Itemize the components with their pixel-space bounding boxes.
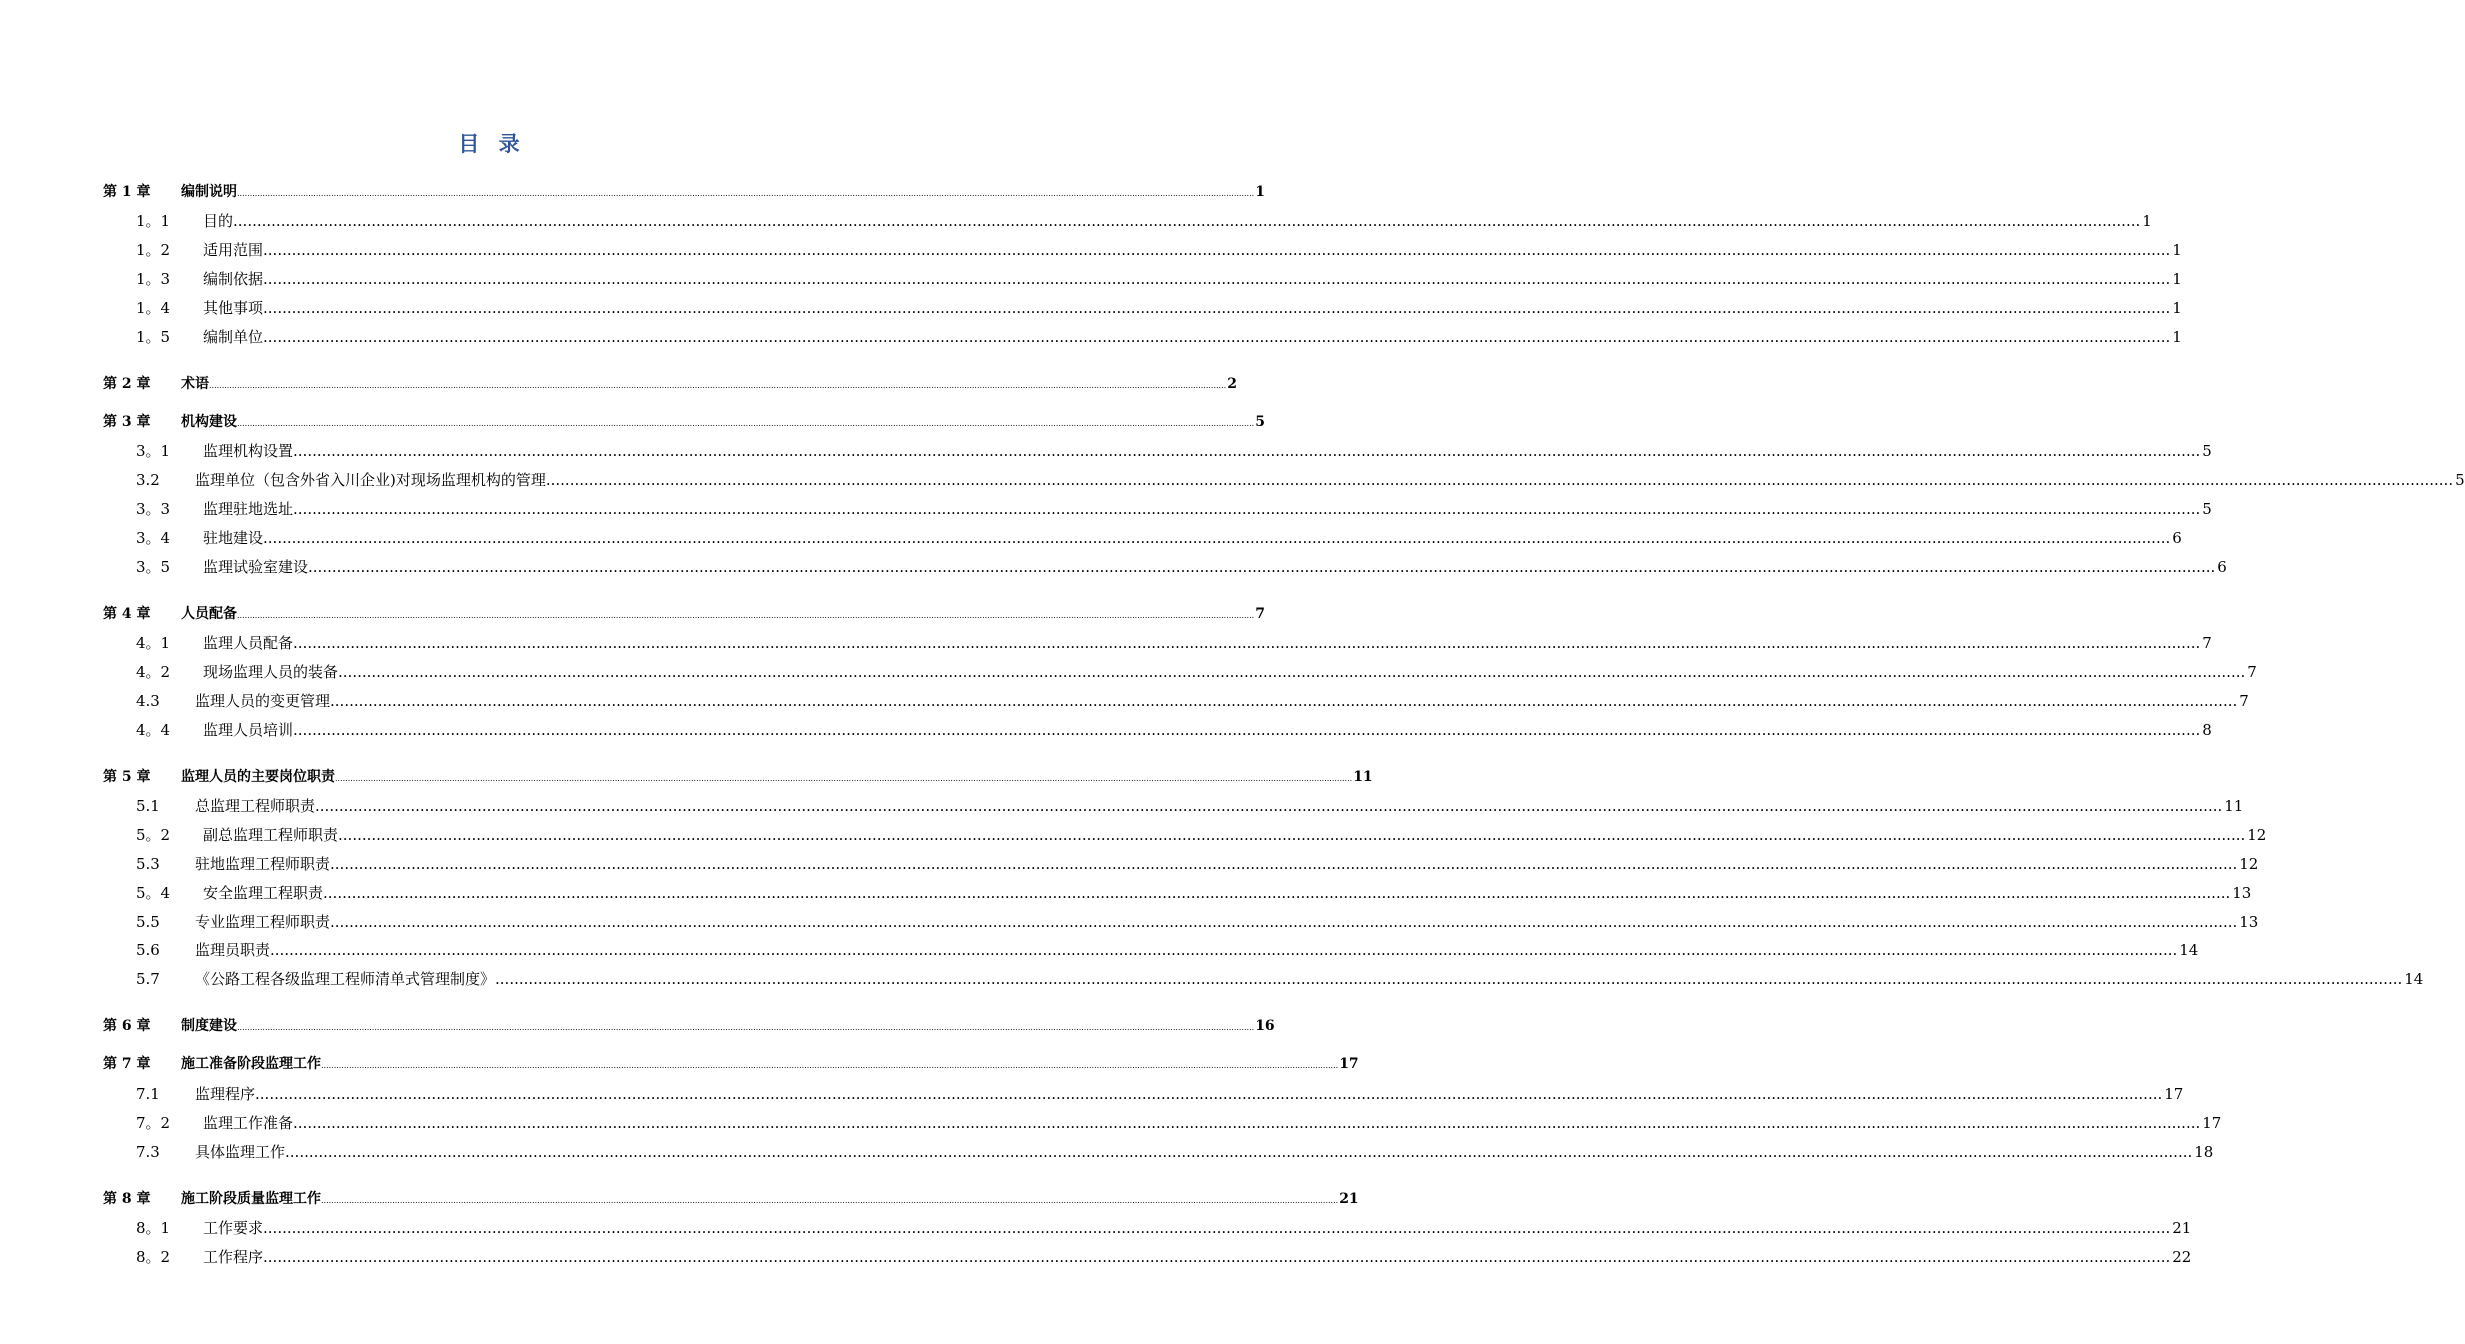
- toc-section-entry[interactable]: [136, 690, 2249, 711]
- dot-leader: ................................................................................................................................................................................................................................................................................................................................................................................................................: [263, 270, 2171, 288]
- toc-section-entry[interactable]: [136, 882, 2252, 903]
- toc-entry-label: 监理人员的变更管理: [195, 692, 331, 710]
- toc-section-entry[interactable]: [136, 268, 2182, 289]
- dot-leader: ................................................................................................................................................................................................................................................................................................................................................................................................................: [338, 663, 2246, 681]
- toc-entry-number: 1。5: [136, 328, 171, 346]
- toc-entry-page-number: 6: [2217, 558, 2227, 576]
- toc-entry-page-number: 6: [2172, 529, 2182, 547]
- toc-chapter-entry[interactable]: [103, 181, 1265, 201]
- toc-entry-number: 3。1: [136, 442, 171, 460]
- toc-entry-number: 3.2: [136, 471, 160, 489]
- toc-entry-number: 1。3: [136, 270, 171, 288]
- dot-leader: ................................................................................................................................................................................................................................................................................................................................................................................................................: [321, 1061, 1339, 1070]
- toc-section-entry[interactable]: [136, 1141, 2214, 1162]
- toc-section-entry[interactable]: [136, 1083, 2184, 1104]
- toc-section-entry[interactable]: [136, 795, 2244, 816]
- toc-entry-page-number: 17: [2164, 1085, 2184, 1103]
- dot-leader: ................................................................................................................................................................................................................................................................................................................................................................................................................: [263, 529, 2171, 547]
- toc-entry-page-number: 5: [2202, 442, 2212, 460]
- toc-entry-page-number: 7: [1255, 606, 1265, 622]
- toc-section-entry[interactable]: [136, 911, 2259, 932]
- dot-leader: ................................................................................................................................................................................................................................................................................................................................................................................................................: [237, 189, 1255, 198]
- toc-entry-label: 机构建设: [181, 414, 237, 430]
- toc-entry-number: 7。2: [136, 1114, 171, 1132]
- toc-entry-label: 专业监理工程师职责: [195, 913, 331, 931]
- toc-entry-label: 目的: [203, 212, 234, 230]
- dot-leader: ................................................................................................................................................................................................................................................................................................................................................................................................................: [323, 884, 2231, 902]
- toc-entry-number: 8。2: [136, 1248, 171, 1266]
- toc-entry-page-number: 7: [2239, 692, 2249, 710]
- toc-entry-label: 副总监理工程师职责: [203, 826, 339, 844]
- toc-entry-number: 5.3: [136, 855, 160, 873]
- toc-entry-number: 4。4: [136, 721, 171, 739]
- dot-leader: ................................................................................................................................................................................................................................................................................................................................................................................................................: [315, 797, 2223, 815]
- toc-entry-page-number: 7: [2202, 634, 2212, 652]
- toc-entry-label: 安全监理工程职责: [203, 884, 324, 902]
- toc-entry-label: 监理人员培训: [203, 721, 294, 739]
- toc-entry-number: 第 4 章: [103, 606, 151, 622]
- toc-entry-label: 监理人员配备: [203, 634, 294, 652]
- toc-entry-page-number: 5: [2455, 471, 2465, 489]
- toc-section-entry[interactable]: [136, 556, 2227, 577]
- dot-leader: ................................................................................................................................................................................................................................................................................................................................................................................................................: [495, 970, 2403, 988]
- dot-leader: ................................................................................................................................................................................................................................................................................................................................................................................................................: [285, 1143, 2193, 1161]
- toc-entry-label: 驻地监理工程师职责: [195, 855, 331, 873]
- dot-leader: ................................................................................................................................................................................................................................................................................................................................................................................................................: [545, 471, 2454, 489]
- dot-leader: ................................................................................................................................................................................................................................................................................................................................................................................................................: [330, 855, 2238, 873]
- toc-entry-number: 1。2: [136, 241, 171, 259]
- toc-entry-number: 第 3 章: [103, 414, 151, 430]
- dot-leader: ................................................................................................................................................................................................................................................................................................................................................................................................................: [263, 241, 2171, 259]
- dot-leader: ................................................................................................................................................................................................................................................................................................................................................................................................................: [237, 419, 1255, 428]
- toc-section-entry[interactable]: [136, 853, 2259, 874]
- toc-entry-page-number: 11: [2224, 797, 2244, 815]
- toc-section-entry[interactable]: [136, 469, 2465, 490]
- toc-entry-number: 5.5: [136, 913, 160, 931]
- dot-leader: ................................................................................................................................................................................................................................................................................................................................................................................................................: [335, 774, 1353, 783]
- toc-entry-number: 3。5: [136, 558, 171, 576]
- toc-entry-label: 术语: [181, 376, 209, 392]
- toc-entry-page-number: 18: [2194, 1143, 2214, 1161]
- toc-entry-label: 驻地建设: [203, 529, 264, 547]
- toc-section-entry[interactable]: [136, 326, 2182, 347]
- toc-entry-page-number: 17: [1339, 1056, 1359, 1072]
- toc-entry-number: 5。2: [136, 826, 171, 844]
- dot-leader: ................................................................................................................................................................................................................................................................................................................................................................................................................: [330, 913, 2238, 931]
- toc-entry-page-number: 13: [2239, 913, 2259, 931]
- dot-leader: ................................................................................................................................................................................................................................................................................................................................................................................................................: [330, 692, 2238, 710]
- toc-entry-number: 7.3: [136, 1143, 160, 1161]
- toc-entry-number: 5.1: [136, 797, 160, 815]
- toc-entry-label: 监理工作准备: [203, 1114, 294, 1132]
- toc-entry-number: 1。4: [136, 299, 171, 317]
- toc-entry-page-number: 21: [1339, 1191, 1359, 1207]
- toc-entry-page-number: 1: [1255, 184, 1265, 200]
- toc-entry-page-number: 16: [1255, 1018, 1275, 1034]
- toc-entry-label: 人员配备: [181, 606, 237, 622]
- toc-entry-label: 工作程序: [203, 1248, 264, 1266]
- toc-chapter-entry[interactable]: [103, 411, 1265, 431]
- toc-entry-label: 监理单位（包含外省入川企业)对现场监理机构的管理: [195, 471, 546, 489]
- toc-section-entry[interactable]: [136, 498, 2212, 519]
- toc-entry-number: 8。1: [136, 1219, 171, 1237]
- dot-leader: ................................................................................................................................................................................................................................................................................................................................................................................................................: [233, 212, 2141, 230]
- toc-entry-page-number: 14: [2404, 970, 2424, 988]
- dot-leader: ................................................................................................................................................................................................................................................................................................................................................................................................................: [293, 634, 2201, 652]
- dot-leader: ................................................................................................................................................................................................................................................................................................................................................................................................................: [270, 941, 2178, 959]
- toc-entry-page-number: 5: [2202, 500, 2212, 518]
- dot-leader: ................................................................................................................................................................................................................................................................................................................................................................................................................: [237, 611, 1255, 620]
- toc-entry-number: 1。1: [136, 212, 171, 230]
- toc-entry-page-number: 12: [2239, 855, 2259, 873]
- toc-section-entry[interactable]: [136, 968, 2424, 989]
- dot-leader: ................................................................................................................................................................................................................................................................................................................................................................................................................: [263, 328, 2171, 346]
- toc-entry-number: 5。4: [136, 884, 171, 902]
- toc-section-entry[interactable]: [136, 527, 2182, 548]
- toc-section-entry[interactable]: [136, 719, 2212, 740]
- toc-chapter-entry[interactable]: [103, 373, 1237, 393]
- toc-entry-page-number: 22: [2172, 1248, 2192, 1266]
- toc-entry-page-number: 8: [2202, 721, 2212, 739]
- toc-section-entry[interactable]: [136, 661, 2257, 682]
- toc-entry-page-number: 12: [2247, 826, 2267, 844]
- toc-entry-label: 《公路工程各级监理工程师清单式管理制度》: [195, 970, 496, 988]
- toc-entry-page-number: 1: [2172, 241, 2182, 259]
- dot-leader: ................................................................................................................................................................................................................................................................................................................................................................................................................: [293, 1114, 2201, 1132]
- dot-leader: ................................................................................................................................................................................................................................................................................................................................................................................................................: [321, 1196, 1339, 1205]
- toc-section-entry[interactable]: [136, 297, 2182, 318]
- toc-chapter-entry[interactable]: [103, 1015, 1275, 1035]
- toc-entry-number: 第 1 章: [103, 184, 151, 200]
- toc-entry-label: 监理人员的主要岗位职责: [181, 769, 335, 785]
- toc-entry-label: 制度建设: [181, 1018, 237, 1034]
- toc-entry-label: 总监理工程师职责: [195, 797, 316, 815]
- toc-entry-number: 3。4: [136, 529, 171, 547]
- dot-leader: ................................................................................................................................................................................................................................................................................................................................................................................................................: [263, 1248, 2171, 1266]
- toc-entry-number: 第 6 章: [103, 1018, 151, 1034]
- toc-section-entry[interactable]: [136, 632, 2212, 653]
- dot-leader: ................................................................................................................................................................................................................................................................................................................................................................................................................: [263, 299, 2171, 317]
- toc-entry-label: 编制说明: [181, 184, 237, 200]
- toc-entry-page-number: 5: [1255, 414, 1265, 430]
- toc-chapter-entry[interactable]: [103, 1188, 1359, 1208]
- dot-leader: ................................................................................................................................................................................................................................................................................................................................................................................................................: [263, 1219, 2171, 1237]
- dot-leader: ................................................................................................................................................................................................................................................................................................................................................................................................................: [338, 826, 2246, 844]
- toc-entry-page-number: 13: [2232, 884, 2252, 902]
- toc-section-entry[interactable]: [136, 1112, 2222, 1133]
- toc-section-entry[interactable]: [136, 1217, 2192, 1238]
- toc-entry-number: 3。3: [136, 500, 171, 518]
- toc-entry-number: 7.1: [136, 1085, 160, 1103]
- toc-entry-number: 第 2 章: [103, 376, 151, 392]
- toc-section-entry[interactable]: [136, 824, 2267, 845]
- dot-leader: ................................................................................................................................................................................................................................................................................................................................................................................................................: [293, 721, 2201, 739]
- toc-section-entry[interactable]: [136, 939, 2199, 960]
- toc-entry-number: 5.7: [136, 970, 160, 988]
- toc-entry-label: 监理程序: [195, 1085, 256, 1103]
- toc-section-entry[interactable]: [136, 210, 2152, 231]
- toc-entry-label: 施工阶段质量监理工作: [181, 1191, 321, 1207]
- toc-entry-page-number: 11: [1353, 769, 1373, 785]
- toc-entry-page-number: 1: [2172, 299, 2182, 317]
- toc-entry-label: 具体监理工作: [195, 1143, 286, 1161]
- toc-entry-page-number: 21: [2172, 1219, 2192, 1237]
- toc-entry-label: 监理员职责: [195, 941, 271, 959]
- dot-leader: ................................................................................................................................................................................................................................................................................................................................................................................................................: [237, 1023, 1255, 1032]
- toc-chapter-entry[interactable]: [103, 1053, 1359, 1073]
- toc-section-entry[interactable]: [136, 1246, 2192, 1267]
- toc-entry-page-number: 1: [2142, 212, 2152, 230]
- dot-leader: ................................................................................................................................................................................................................................................................................................................................................................................................................: [308, 558, 2216, 576]
- toc-entry-number: 4.3: [136, 692, 160, 710]
- toc-title: 目 录: [458, 132, 526, 156]
- toc-entry-number: 第 7 章: [103, 1056, 151, 1072]
- toc-entry-label: 编制依据: [203, 270, 264, 288]
- toc-entry-label: 现场监理人员的装备: [203, 663, 339, 681]
- dot-leader: ................................................................................................................................................................................................................................................................................................................................................................................................................: [293, 442, 2201, 460]
- toc-entry-page-number: 1: [2172, 270, 2182, 288]
- toc-entry-page-number: 1: [2172, 328, 2182, 346]
- toc-entry-label: 监理驻地选址: [203, 500, 294, 518]
- dot-leader: ................................................................................................................................................................................................................................................................................................................................................................................................................: [255, 1085, 2163, 1103]
- toc-entry-label: 编制单位: [203, 328, 264, 346]
- toc-entry-page-number: 17: [2202, 1114, 2222, 1132]
- toc-section-entry[interactable]: [136, 239, 2182, 260]
- toc-entry-number: 4。2: [136, 663, 171, 681]
- toc-entry-number: 第 8 章: [103, 1191, 151, 1207]
- toc-entry-number: 5.6: [136, 941, 160, 959]
- toc-entry-page-number: 14: [2179, 941, 2199, 959]
- toc-entry-label: 监理试验室建设: [203, 558, 309, 576]
- toc-entry-label: 适用范围: [203, 241, 264, 259]
- toc-entry-number: 4。1: [136, 634, 171, 652]
- toc-entry-number: 第 5 章: [103, 769, 151, 785]
- toc-chapter-entry[interactable]: [103, 766, 1373, 786]
- toc-entry-label: 工作要求: [203, 1219, 264, 1237]
- toc-entry-label: 监理机构设置: [203, 442, 294, 460]
- toc-entry-page-number: 2: [1227, 376, 1237, 392]
- toc-entry-page-number: 7: [2247, 663, 2257, 681]
- toc-entry-label: 其他事项: [203, 299, 264, 317]
- toc-section-entry[interactable]: [136, 440, 2212, 461]
- dot-leader: ................................................................................................................................................................................................................................................................................................................................................................................................................: [293, 500, 2201, 518]
- dot-leader: ................................................................................................................................................................................................................................................................................................................................................................................................................: [209, 381, 1227, 390]
- toc-entry-label: 施工准备阶段监理工作: [181, 1056, 321, 1072]
- toc-chapter-entry[interactable]: [103, 603, 1265, 623]
